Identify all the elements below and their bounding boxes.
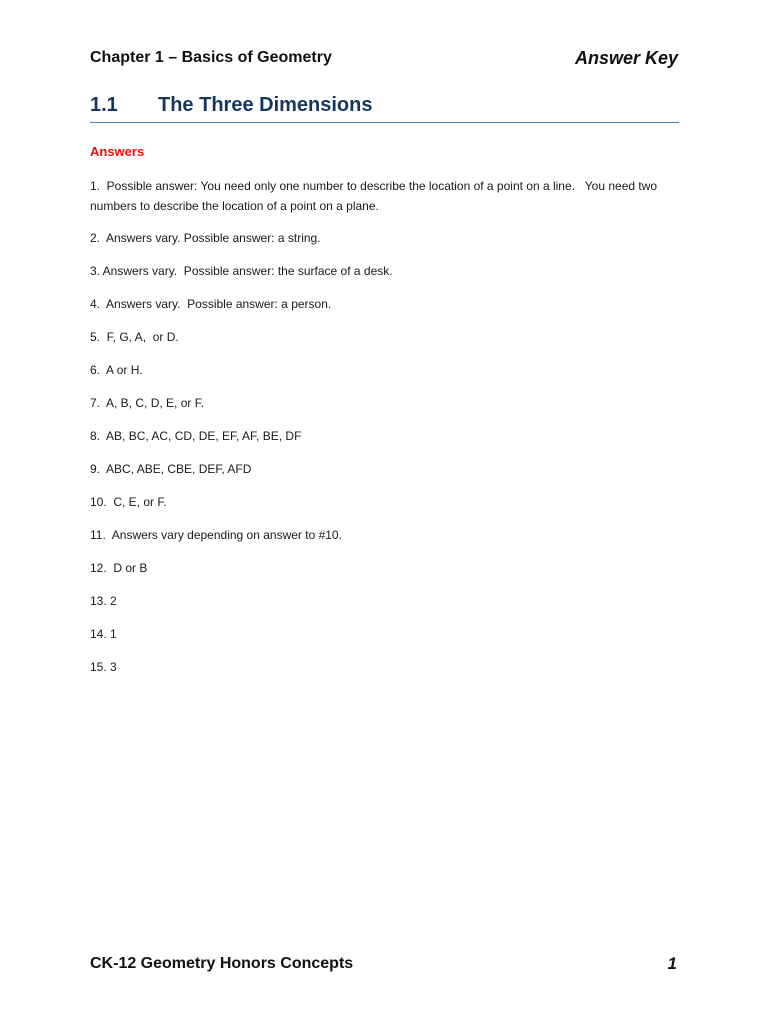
section-number: 1.1 xyxy=(90,94,118,116)
answer-key-label: Answer Key xyxy=(574,48,678,68)
page-number: 1 xyxy=(667,954,677,973)
section-heading xyxy=(90,92,679,123)
answer-item-2: 2. Answers vary. Possible answer: a string. xyxy=(90,231,321,245)
answer-item-5: 5. F, G, A, or D. xyxy=(90,330,179,344)
answer-item-9: 9. ABC, ABE, CBE, DEF, AFD xyxy=(90,462,252,476)
answer-item-14: 14. 1 xyxy=(90,627,117,641)
answer-item-8: 8. AB, BC, AC, CD, DE, EF, AF, BE, DF xyxy=(90,429,302,443)
answer-item-15: 15. 3 xyxy=(90,660,117,674)
answer-list xyxy=(90,176,680,690)
answer-item-10: 10. C, E, or F. xyxy=(90,495,167,509)
answer-item-3: 3. Answers vary. Possible answer: the surface of a desk. xyxy=(90,264,393,278)
answer-item-6: 6. A or H. xyxy=(90,363,143,377)
chapter-header: Chapter 1 – Basics of Geometry xyxy=(90,49,332,66)
book-title-footer: CK-12 Geometry Honors Concepts xyxy=(90,955,354,972)
answer-item-12: 12. D or B xyxy=(90,561,148,575)
answer-item-11: 11. Answers vary depending on answer to #10. xyxy=(90,528,342,542)
answer-item-7: 7. A, B, C, D, E, or F. xyxy=(90,396,205,410)
answers-heading: Answers xyxy=(90,144,145,159)
answer-item-13: 13. 2 xyxy=(90,594,117,608)
answer-item-1: 1. Possible answer: You need only one number to describe the location of a point on a line. You need two numbers to describe the location of a point on a plane. xyxy=(90,179,661,213)
answer-item-4: 4. Answers vary. Possible answer: a person. xyxy=(90,297,332,311)
section-title: The Three Dimensions xyxy=(158,94,373,116)
